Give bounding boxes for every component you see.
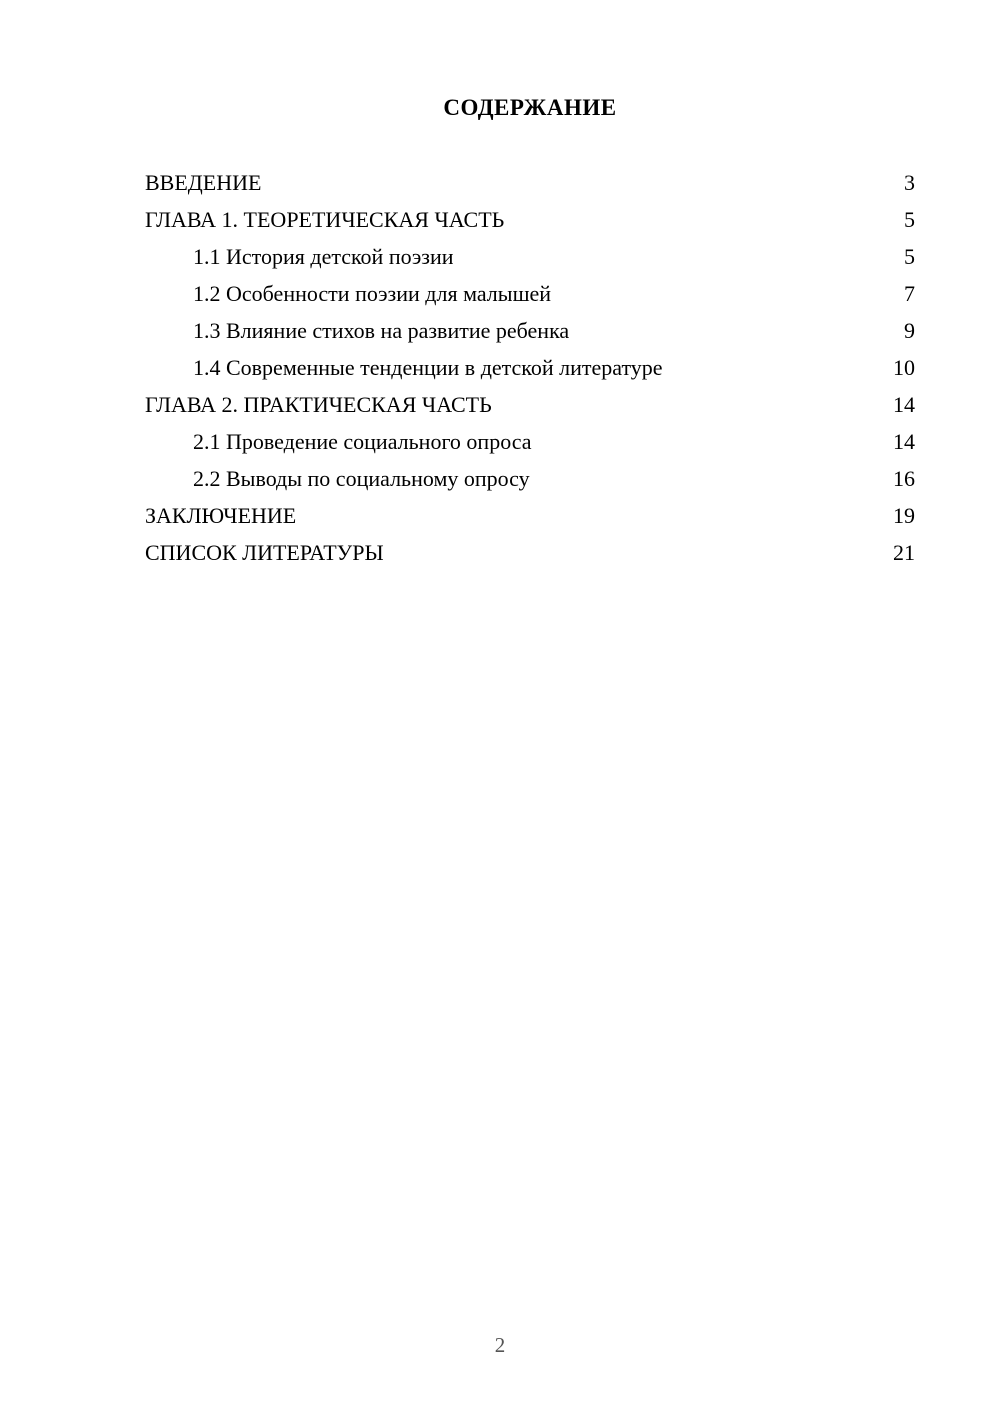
toc-entry-page: 14	[893, 429, 915, 454]
toc-entry-page: 3	[904, 170, 915, 195]
toc-entry-page: 14	[893, 392, 915, 417]
toc-entry-page: 10	[893, 355, 915, 380]
table-of-contents	[145, 164, 915, 571]
toc-entry	[145, 497, 915, 534]
toc-entry	[145, 238, 915, 275]
toc-entry	[145, 275, 915, 312]
document-title: СОДЕРЖАНИЕ	[443, 95, 617, 120]
toc-entry	[145, 534, 915, 571]
toc-entry	[145, 349, 915, 386]
toc-entry-page: 5	[904, 244, 915, 269]
toc-entry-label: 1.4 Современные тенденции в детской литературе	[193, 355, 663, 380]
toc-entry-label: 1.3 Влияние стихов на развитие ребенка	[193, 318, 570, 343]
toc-entry-label: СПИСОК ЛИТЕРАТУРЫ	[145, 540, 384, 565]
toc-entry	[145, 423, 915, 460]
toc-entry-page: 16	[893, 466, 915, 491]
toc-entry-label: ГЛАВА 2. ПРАКТИЧЕСКАЯ ЧАСТЬ	[145, 392, 492, 417]
toc-entry-page: 5	[904, 207, 915, 232]
toc-entry	[145, 386, 915, 423]
page-number-footer: 2	[494, 1333, 506, 1357]
toc-entry-page: 21	[893, 540, 915, 565]
toc-entry-label: 1.2 Особенности поэзии для малышей	[193, 281, 552, 306]
toc-entry-page: 19	[893, 503, 915, 528]
toc-entry-label: ГЛАВА 1. ТЕОРЕТИЧЕСКАЯ ЧАСТЬ	[145, 207, 505, 232]
toc-entry-page: 9	[904, 318, 915, 343]
toc-entry-label: ВВЕДЕНИЕ	[145, 170, 262, 195]
toc-entry	[145, 312, 915, 349]
toc-entry-label: ЗАКЛЮЧЕНИЕ	[145, 503, 297, 528]
toc-entry-label: 2.1 Проведение социального опроса	[193, 429, 532, 454]
toc-entry	[145, 164, 915, 201]
toc-entry-label: 1.1 История детской поэзии	[193, 244, 454, 269]
toc-entry-label: 2.2 Выводы по социальному опросу	[193, 466, 530, 491]
toc-entry	[145, 201, 915, 238]
toc-entry-page: 7	[904, 281, 915, 306]
toc-entry	[145, 460, 915, 497]
